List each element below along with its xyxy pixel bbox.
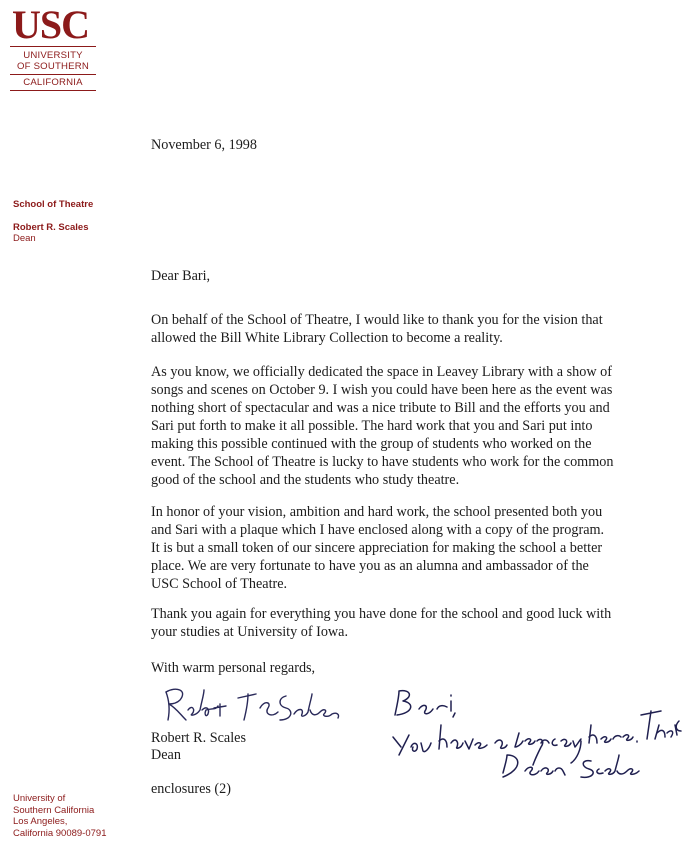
address-line: University of [13, 793, 66, 804]
paragraph-line: and Sari with a plaque which I have enclosed along with a copy of the program. [151, 522, 605, 538]
letter-closing: With warm personal regards, [151, 660, 316, 676]
letter-greeting: Dear Bari, [151, 268, 211, 284]
sidebar-department: School of Theatre [13, 199, 94, 210]
paragraph-line: In honor of your vision, ambition and hard work, the school presented both you [151, 504, 603, 520]
handwritten-note [385, 685, 685, 795]
logo-line-university: UNIVERSITY [23, 50, 83, 61]
handwritten-signature [160, 680, 345, 730]
signer-name: Robert R. Scales [151, 730, 246, 746]
sidebar-address [13, 793, 106, 839]
paragraph-line: As you know, we officially dedicated the space in Leavey Library with a show of [151, 364, 612, 380]
paragraph-line: place. We are very fortunate to have you as an alumna and ambassador of the [151, 558, 589, 574]
sidebar-dean-name: Robert R. Scales [13, 222, 89, 233]
paragraph-line: good of the school and the students who study theatre. [151, 472, 460, 488]
paragraph-line: Thank you again for everything you have done for the school and good luck with [151, 606, 612, 622]
address-line: California 90089-0791 [13, 827, 107, 839]
paragraph-line: making this possible continued with the group of students who worked on the [151, 436, 592, 452]
paragraph-line: your studies at University of Iowa. [151, 624, 349, 640]
paragraph-line: On behalf of the School of Theatre, I would like to thank you for the vision that [151, 312, 603, 328]
logo-line-of-southern: OF SOUTHERN [16, 61, 90, 72]
logo-rule-lower [10, 74, 96, 75]
paragraph-line: songs and scenes on October 9. I wish you could have been here as the event was [151, 382, 613, 398]
logo-rule-bottom [10, 90, 96, 91]
paragraph-line: Sari put forth to make it all possible. The hard work that you and Sari put into [151, 418, 593, 434]
address-line: Los Angeles, [13, 816, 68, 827]
address-line: Southern California [13, 804, 95, 816]
letter-paragraph [151, 503, 651, 593]
logo-wordmark: USC [12, 2, 90, 47]
paragraph-line: allowed the Bill White Library Collection to become a reality. [151, 330, 503, 346]
paragraph-line: event. The School of Theatre is lucky to have students who work for the common [151, 454, 614, 470]
letter-date: November 6, 1998 [151, 137, 257, 153]
letter-paragraph [151, 363, 651, 489]
paragraph-line: It is but a small token of our sincere appreciation for making the school a better [151, 540, 603, 556]
signer-title: Dean [151, 747, 181, 763]
enclosures-note: enclosures (2) [151, 781, 231, 797]
letter-paragraph [151, 311, 651, 347]
paragraph-line: USC School of Theatre. [151, 576, 288, 592]
usc-logo [10, 2, 96, 91]
sidebar-dean-title: Dean [13, 233, 36, 244]
logo-line-california: CALIFORNIA [23, 77, 83, 88]
sidebar-dean [13, 222, 89, 244]
letter-paragraph [151, 605, 651, 641]
paragraph-line: nothing short of spectacular and was a nice tribute to Bill and the efforts you and [151, 400, 610, 416]
